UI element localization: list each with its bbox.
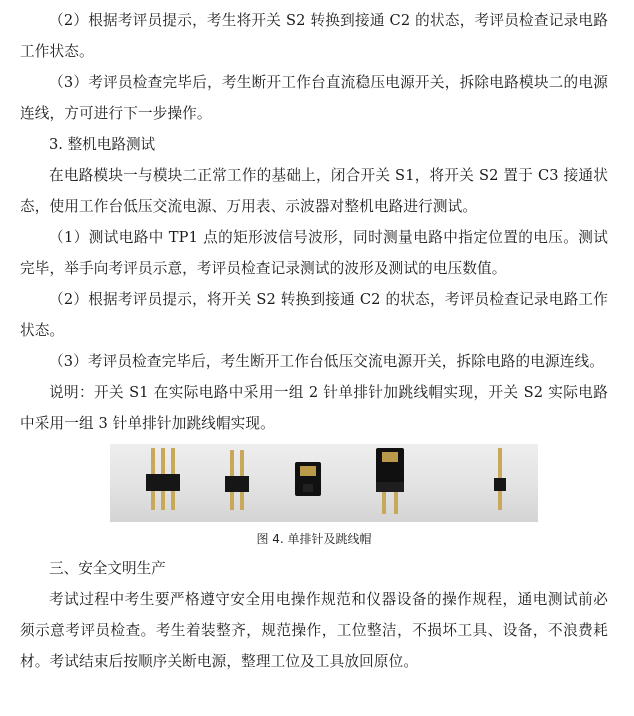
paragraph-step2-module2: （2）根据考评员提示，考生将开关 S2 转换到接通 C2 的状态，考评员检查记录电路工作状态。 xyxy=(20,12,608,60)
pin-header-illustration xyxy=(110,444,538,522)
header-with-jumper-icon xyxy=(376,448,404,514)
paragraph-step1-whole: （1）测试电路中 TP1 点的矩形波信号波形，同时测量电路中指定位置的电压。测试完毕，举手向考评员示意，考评员检查记录测试的波形及测试的电压数值。 xyxy=(20,229,608,277)
paragraph-step3-module2: （3）考评员检查完毕后，考生断开工作台直流稳压电源开关，拆除电路模块二的电源连线，方可进行下一步操作。 xyxy=(20,74,608,122)
paragraph-step2-whole: （2）根据考评员提示，将开关 S2 转换到接通 C2 的状态，考评员检查记录电路工作状态。 xyxy=(20,291,608,339)
three-pin-header-icon xyxy=(146,448,180,510)
paragraph-whole-circuit-intro: 在电路模块一与模块二正常工作的基础上，闭合开关 S1，将开关 S2 置于 C3 接通状态，使用工作台低压交流电源、万用表、示波器对整机电路进行测试。 xyxy=(20,167,608,215)
pin-header-photo xyxy=(110,444,538,522)
jumper-cap-icon xyxy=(295,462,321,496)
paragraph-safety-body: 考试过程中考生要严格遵守安全用电操作规范和仪器设备的操作规程，通电测试前必须示意考评员检查。考生着装整齐，规范操作，工位整洁，不损坏工具、设备，不浪费耗材。考试结束后按顺序关断电源，整理工位及工具放回原位。 xyxy=(20,591,608,670)
single-pin-icon xyxy=(494,448,506,510)
document-page xyxy=(20,0,608,677)
paragraph-step3-whole: （3）考评员检查完毕后，考生断开工作台低压交流电源开关，拆除电路的电源连线。 xyxy=(49,353,604,370)
heading-whole-circuit-test: 3. 整机电路测试 xyxy=(49,136,156,153)
paragraph-switch-note: 说明：开关 S1 在实际电路中采用一组 2 针单排针加跳线帽实现，开关 S2 实际电路中采用一组 3 针单排针加跳线帽实现。 xyxy=(20,384,608,432)
figure-caption: 图 4. 单排针及跳线帽 xyxy=(256,532,372,546)
heading-safety: 三、安全文明生产 xyxy=(49,560,166,577)
two-pin-header-icon xyxy=(225,450,249,510)
